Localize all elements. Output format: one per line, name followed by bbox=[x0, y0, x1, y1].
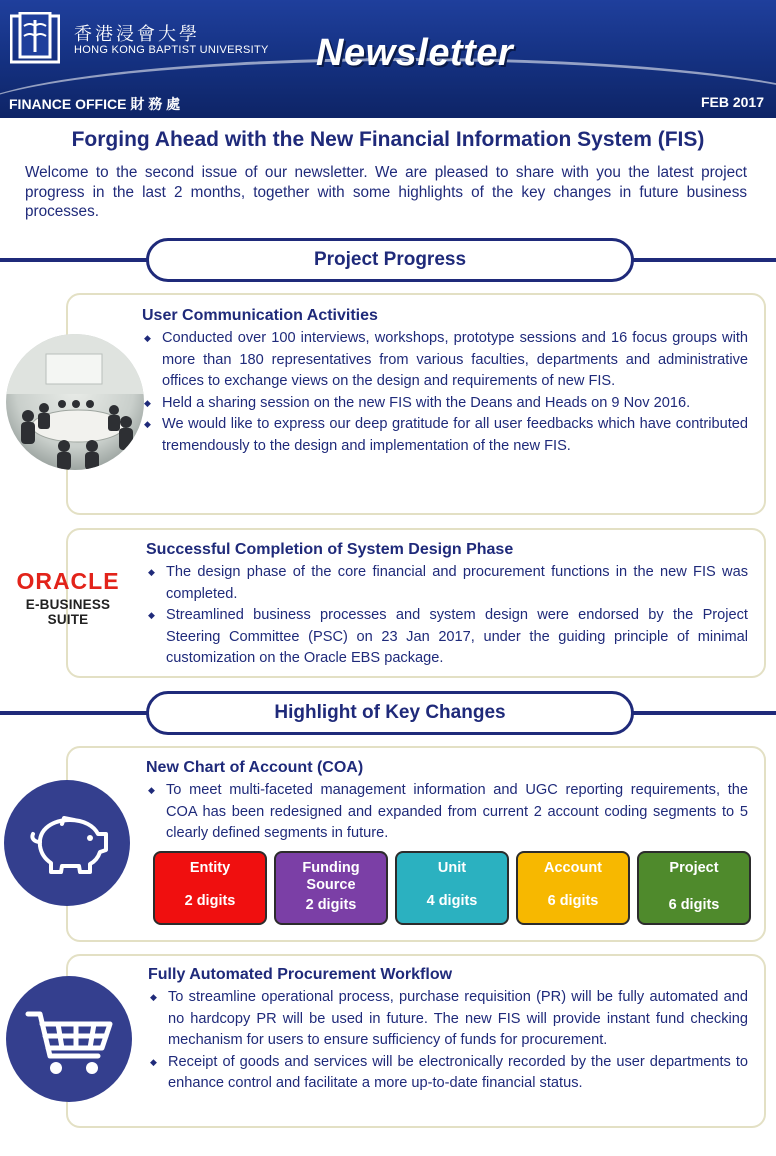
list-item: ◆ We would like to express our deep gratitude for all user feedbacks which have contributed tremendously to the design and implementation of the new FIS. bbox=[142, 414, 748, 457]
design-phase-list bbox=[146, 562, 748, 670]
coa-title: New Chart of Account (COA) bbox=[146, 759, 364, 776]
newsletter-title: Newsletter bbox=[316, 32, 514, 74]
oracle-logo-subtext: E-BUSINESS SUITE bbox=[25, 597, 111, 627]
coa-segment-funding-source bbox=[274, 851, 388, 925]
coa-segment-account bbox=[516, 851, 630, 925]
issue-date: FEB 2017 bbox=[700, 94, 764, 110]
shopping-cart-icon bbox=[6, 976, 132, 1102]
coa-segment-digits: 6 digits bbox=[668, 897, 720, 913]
list-item: ◆ The design phase of the core financial and procurement functions in the new FIS was completed. bbox=[146, 562, 748, 605]
main-title: Forging Ahead with the New Financial Information System (FIS) bbox=[71, 128, 705, 151]
oracle-logo-text: ORACLE bbox=[16, 568, 120, 594]
design-phase-box bbox=[66, 528, 766, 678]
piggy-bank-icon bbox=[4, 780, 130, 906]
university-name-chinese: 香港浸會大學 bbox=[74, 24, 200, 45]
coa-segment-digits: 2 digits bbox=[305, 897, 357, 913]
progress-banner: Project Progress bbox=[146, 238, 634, 282]
coa-segment-label: Funding Source bbox=[302, 860, 360, 893]
coa-segment-digits: 6 digits bbox=[547, 893, 599, 909]
coa-segment-digits: 4 digits bbox=[426, 893, 478, 909]
meeting-photo bbox=[6, 334, 144, 470]
user-communication-list bbox=[142, 328, 748, 457]
coa-segment-label: Entity bbox=[189, 860, 231, 876]
list-item: ◆ Receipt of goods and services will be electronically recorded by the user departments to enhance control and facilitate a more up-to-date financial status. bbox=[148, 1052, 748, 1095]
page-header bbox=[0, 0, 776, 118]
coa-segment-digits: 2 digits bbox=[184, 893, 236, 909]
list-item: ◆ Conducted over 100 interviews, workshops, prototype sessions and 16 focus groups with more than 180 representatives from various faculties, departments and administrative offices to exchange views on the design and requirements of new FIS. bbox=[142, 328, 748, 393]
university-logo bbox=[10, 12, 60, 66]
coa-segment-label: Project bbox=[669, 860, 719, 876]
university-name-english: HONG KONG BAPTIST UNIVERSITY bbox=[74, 44, 269, 56]
list-item: ◆ Held a sharing session on the new FIS with the Deans and Heads on 9 Nov 2016. bbox=[142, 393, 748, 415]
coa-segment-entity bbox=[153, 851, 267, 925]
coa-segment-label: Account bbox=[544, 860, 602, 876]
coa-segment-label: Unit bbox=[437, 860, 467, 876]
user-communication-box bbox=[66, 293, 766, 515]
procurement-list bbox=[148, 987, 748, 1095]
coa-segments bbox=[153, 851, 722, 925]
procurement-box bbox=[66, 954, 766, 1128]
design-phase-title: Successful Completion of System Design Phase bbox=[146, 541, 514, 558]
user-communication-title: User Communication Activities bbox=[142, 307, 378, 324]
changes-banner: Highlight of Key Changes bbox=[146, 691, 634, 735]
oracle-logo bbox=[8, 568, 128, 627]
coa-list bbox=[146, 780, 748, 845]
intro-paragraph: Welcome to the second issue of our newsletter. We are pleased to share with you the latest project progress in the last 2 months, together with some highlights of the key changes in future business processes. bbox=[25, 164, 747, 220]
procurement-title: Fully Automated Procurement Workflow bbox=[148, 966, 453, 983]
list-item: ◆ Streamlined business processes and system design were endorsed by the Project Steering Committee (PSC) on 23 Jan 2017, under the guiding principle of minimal customization on the Oracle EBS package. bbox=[146, 605, 748, 670]
coa-segment-unit bbox=[395, 851, 509, 925]
list-item: ◆ To meet multi-faceted management information and UGC reporting requirements, the COA has been redesigned and expanded from current 2 account coding segments to 5 clearly defined segments in future. bbox=[146, 780, 748, 845]
office-name: FINANCE OFFICE 財 務 處 bbox=[9, 96, 181, 112]
list-item: ◆ To streamline operational process, purchase requisition (PR) will be fully automated and no hardcopy PR will be used in future. The new FIS will provide instant fund checking mechanism for users to ensure sufficiency of funds for procurement. bbox=[148, 987, 748, 1052]
coa-segment-project bbox=[637, 851, 751, 925]
